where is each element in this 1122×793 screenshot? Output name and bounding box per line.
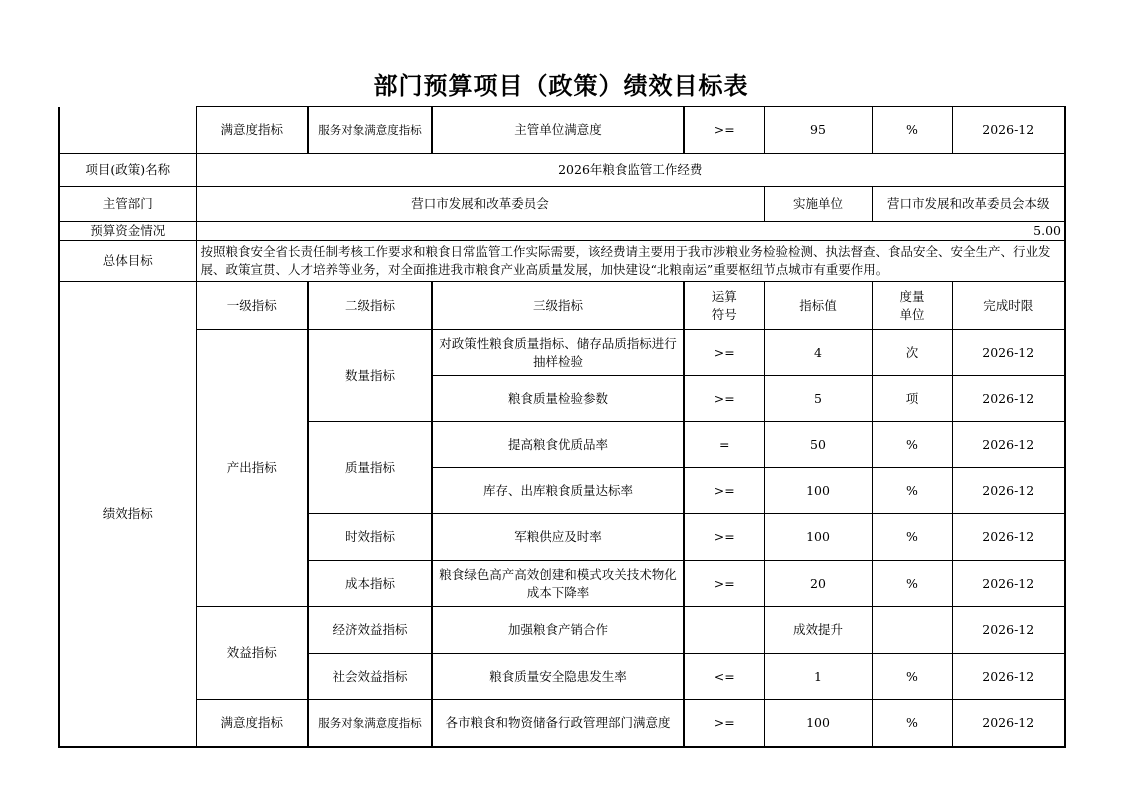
unit-cell: 项 — [872, 376, 952, 422]
header-level3: 三级指标 — [432, 282, 684, 330]
header-unit: 度量 单位 — [872, 282, 952, 330]
header-level1: 一级指标 — [196, 282, 308, 330]
subgroup-quality: 质量指标 — [308, 422, 432, 514]
value-cell: 95 — [764, 107, 872, 154]
page-title: 部门预算项目（政策）绩效目标表 — [373, 72, 749, 100]
deadline-cell: 2026-12 — [952, 514, 1065, 561]
level3-cell: 粮食质量安全隐患发生率 — [432, 654, 684, 700]
deadline-cell: 2026-12 — [952, 330, 1065, 376]
operator-cell: >= — [684, 700, 764, 747]
level3-cell: 库存、出库粮食质量达标率 — [432, 468, 684, 514]
unit-cell — [872, 607, 952, 654]
impl-label: 实施单位 — [764, 187, 872, 222]
deadline-cell: 2026-12 — [952, 607, 1065, 654]
level3-cell: 军粮供应及时率 — [432, 514, 684, 561]
operator-cell: >= — [684, 376, 764, 422]
dept-value: 营口市发展和改革委员会 — [196, 187, 764, 222]
table-row — [59, 607, 1065, 654]
budget-value: 5.00 — [196, 222, 1065, 241]
unit-cell: 次 — [872, 330, 952, 376]
level3-cell: 主管单位满意度 — [432, 107, 684, 154]
header-operator: 运算 符号 — [684, 282, 764, 330]
deadline-cell: 2026-12 — [952, 561, 1065, 607]
group-satisfaction: 满意度指标 — [196, 700, 308, 747]
level3-cell: 粮食绿色高产高效创建和模式攻关技术物化成本下降率 — [432, 561, 684, 607]
operator-cell: >= — [684, 468, 764, 514]
deadline-cell: 2026-12 — [952, 107, 1065, 154]
value-cell: 50 — [764, 422, 872, 468]
unit-cell: % — [872, 561, 952, 607]
impl-value: 营口市发展和改革委员会本级 — [872, 187, 1065, 222]
level2-cell: 服务对象满意度指标 — [308, 107, 432, 154]
subgroup-cost: 成本指标 — [308, 561, 432, 607]
level3-cell: 加强粮食产销合作 — [432, 607, 684, 654]
value-cell: 100 — [764, 700, 872, 747]
group-output: 产出指标 — [196, 330, 308, 607]
operator-cell: = — [684, 422, 764, 468]
operator-cell: <= — [684, 654, 764, 700]
operator-cell — [684, 607, 764, 654]
value-cell: 100 — [764, 468, 872, 514]
budget-label: 预算资金情况 — [59, 222, 196, 241]
value-cell: 100 — [764, 514, 872, 561]
value-cell: 1 — [764, 654, 872, 700]
table-row — [59, 107, 1065, 154]
unit-cell: % — [872, 107, 952, 154]
blank-cell — [59, 107, 196, 154]
level3-cell: 对政策性粮食质量指标、储存品质指标进行抽样检验 — [432, 330, 684, 376]
subgroup-social: 社会效益指标 — [308, 654, 432, 700]
goal-value: 按照粮食安全省长责任制考核工作要求和粮食日常监管工作实际需要，该经费请主要用于我市涉粮业务检验检测、执法督查、食品安全、安全生产、行业发展、政策宣贯、人才培养等业务，对全面推进我市粮食产业高质量发展，加快建设“北粮南运”重要枢纽节点城市有重要作用。 — [196, 241, 1065, 282]
level1-cell: 满意度指标 — [196, 107, 308, 154]
deadline-cell: 2026-12 — [952, 654, 1065, 700]
header-value: 指标值 — [764, 282, 872, 330]
budget-row — [59, 222, 1065, 241]
operator-cell: >= — [684, 561, 764, 607]
value-cell: 5 — [764, 376, 872, 422]
project-name-value: 2026年粮食监管工作经费 — [196, 154, 1065, 187]
performance-target-table — [58, 106, 1066, 748]
deadline-cell: 2026-12 — [952, 700, 1065, 747]
value-cell: 20 — [764, 561, 872, 607]
operator-cell: >= — [684, 514, 764, 561]
value-cell: 成效提升 — [764, 607, 872, 654]
header-deadline: 完成时限 — [952, 282, 1065, 330]
project-name-row — [59, 154, 1065, 187]
dept-label: 主管部门 — [59, 187, 196, 222]
header-level2: 二级指标 — [308, 282, 432, 330]
goal-label: 总体目标 — [59, 241, 196, 282]
goal-row — [59, 241, 1065, 282]
subgroup-quantity: 数量指标 — [308, 330, 432, 422]
deadline-cell: 2026-12 — [952, 422, 1065, 468]
operator-cell: >= — [684, 330, 764, 376]
unit-cell: % — [872, 700, 952, 747]
level3-cell: 各市粮食和物资储备行政管理部门满意度 — [432, 700, 684, 747]
deadline-cell: 2026-12 — [952, 376, 1065, 422]
operator-cell: >= — [684, 107, 764, 154]
subgroup-service: 服务对象满意度指标 — [308, 700, 432, 747]
perf-section-label: 绩效指标 — [59, 282, 196, 747]
group-benefit: 效益指标 — [196, 607, 308, 700]
unit-cell: % — [872, 654, 952, 700]
dept-row — [59, 187, 1065, 222]
unit-cell: % — [872, 514, 952, 561]
deadline-cell: 2026-12 — [952, 468, 1065, 514]
unit-cell: % — [872, 468, 952, 514]
level3-cell: 粮食质量检验参数 — [432, 376, 684, 422]
unit-cell: % — [872, 422, 952, 468]
project-name-label: 项目(政策)名称 — [59, 154, 196, 187]
perf-header-row — [59, 282, 1065, 330]
table-row — [59, 700, 1065, 747]
table-row — [59, 330, 1065, 376]
subgroup-timeliness: 时效指标 — [308, 514, 432, 561]
level3-cell: 提高粮食优质品率 — [432, 422, 684, 468]
subgroup-economic: 经济效益指标 — [308, 607, 432, 654]
value-cell: 4 — [764, 330, 872, 376]
